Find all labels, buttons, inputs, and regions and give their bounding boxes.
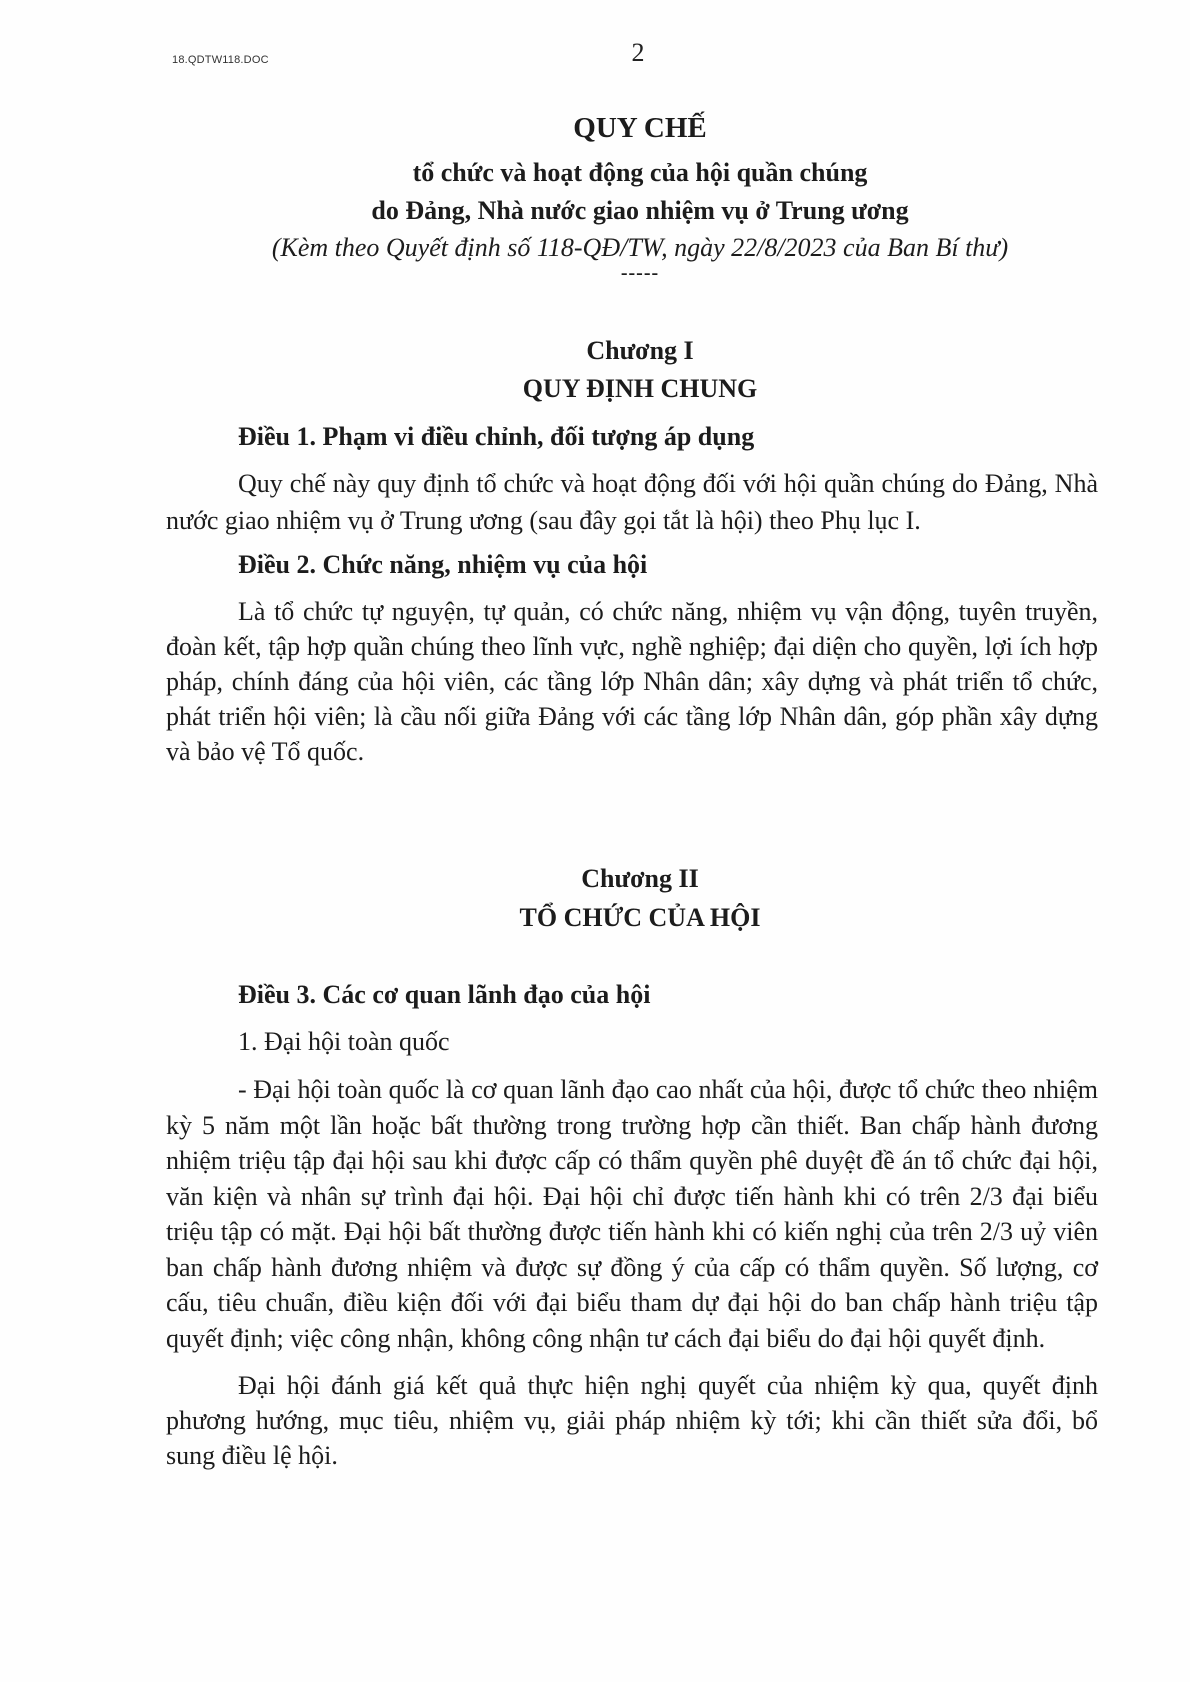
article-2 xyxy=(166,546,1098,769)
chapter-2-title-row xyxy=(0,903,1190,933)
attachment-note-row xyxy=(0,233,1190,263)
document-subtitle-line1: tổ chức và hoạt động của hội quần chúng xyxy=(412,158,868,187)
chapter-2-title: TỔ CHỨC CỦA HỘI xyxy=(519,903,761,932)
article-3 xyxy=(166,976,1098,1473)
document-subtitle-line2: do Đảng, Nhà nước giao nhiệm vụ ở Trung ương xyxy=(371,196,909,225)
document-title-row xyxy=(0,112,1190,145)
subtitle-row-2 xyxy=(0,196,1190,226)
article-3-subheading: 1. Đại hội toàn quốc xyxy=(238,1027,450,1056)
page-number: 2 xyxy=(631,38,645,67)
chapter-1-title-row xyxy=(0,374,1190,404)
article-2-heading: Điều 2. Chức năng, nhiệm vụ của hội xyxy=(238,550,648,579)
article-3-paragraph-2: Đại hội đánh giá kết quả thực hiện nghị quyết của nhiệm kỳ qua, quyết định phương hướng, mục tiêu, nhiệm vụ, giải pháp nhiệm kỳ tới; khi cần thiết sửa đổi, bổ sung điều lệ hội. xyxy=(166,1371,1098,1470)
article-2-paragraph: Là tổ chức tự nguyện, tự quản, có chức năng, nhiệm vụ vận động, tuyên truyền, đoàn kết, tập hợp quần chúng theo lĩnh vực, nghề nghiệp; đại diện cho quyền, lợi ích hợp pháp, chính đáng của hội viên, các tầng lớp Nhân dân; xây dựng và phát triển tổ chức, phát triển hội viên; là cầu nối giữa Đảng với các tầng lớp Nhân dân, góp phần xây dựng và bảo vệ Tổ quốc. xyxy=(166,597,1098,766)
document-title: QUY CHẾ xyxy=(573,112,707,144)
article-1 xyxy=(166,418,1098,539)
subtitle-row-1 xyxy=(0,158,1190,188)
article-3-paragraph-1: - Đại hội toàn quốc là cơ quan lãnh đạo cao nhất của hội, được tổ chức theo nhiệm kỳ 5 năm một lần hoặc bất thường trong trường hợp cần thiết. Ban chấp hành đương nhiệm triệu tập đại hội sau khi được cấp có thẩm quyền phê duyệt đề án tổ chức đại hội, văn kiện và nhân sự trình đại hội. Đại hội chỉ được tiến hành khi có trên 2/3 đại biểu triệu tập có mặt. Đại hội bất thường được tiến hành khi có kiến nghị của trên 2/3 uỷ viên ban chấp hành đương nhiệm và được sự đồng ý của cấp có thẩm quyền. Số lượng, cơ cấu, tiêu chuẩn, điều kiện đối với đại biểu tham dự đại hội do ban chấp hành triệu tập quyết định; việc công nhận, không công nhận tư cách đại biểu do đại hội quyết định. xyxy=(166,1075,1098,1353)
article-1-paragraph: Quy chế này quy định tổ chức và hoạt động đối với hội quần chúng do Đảng, Nhà nước giao nhiệm vụ ở Trung ương (sau đây gọi tắt là hội) theo Phụ lục I. xyxy=(166,469,1098,535)
chapter-1-label-row xyxy=(0,336,1190,366)
attachment-note: (Kèm theo Quyết định số 118-QĐ/TW, ngày 22/8/2023 của Ban Bí thư) xyxy=(271,233,1009,262)
page-number-container xyxy=(0,38,1190,68)
separator-row xyxy=(0,262,1190,285)
separator: ----- xyxy=(620,262,660,284)
chapter-2-label: Chương II xyxy=(581,864,699,893)
chapter-1-label: Chương I xyxy=(586,336,694,365)
chapter-2-label-row xyxy=(0,864,1190,894)
article-3-heading: Điều 3. Các cơ quan lãnh đạo của hội xyxy=(238,980,651,1009)
article-1-heading: Điều 1. Phạm vi điều chỉnh, đối tượng áp dụng xyxy=(238,422,755,451)
chapter-1-title: QUY ĐỊNH CHUNG xyxy=(522,374,758,403)
file-reference: 18.QDTW118.DOC xyxy=(172,54,269,66)
